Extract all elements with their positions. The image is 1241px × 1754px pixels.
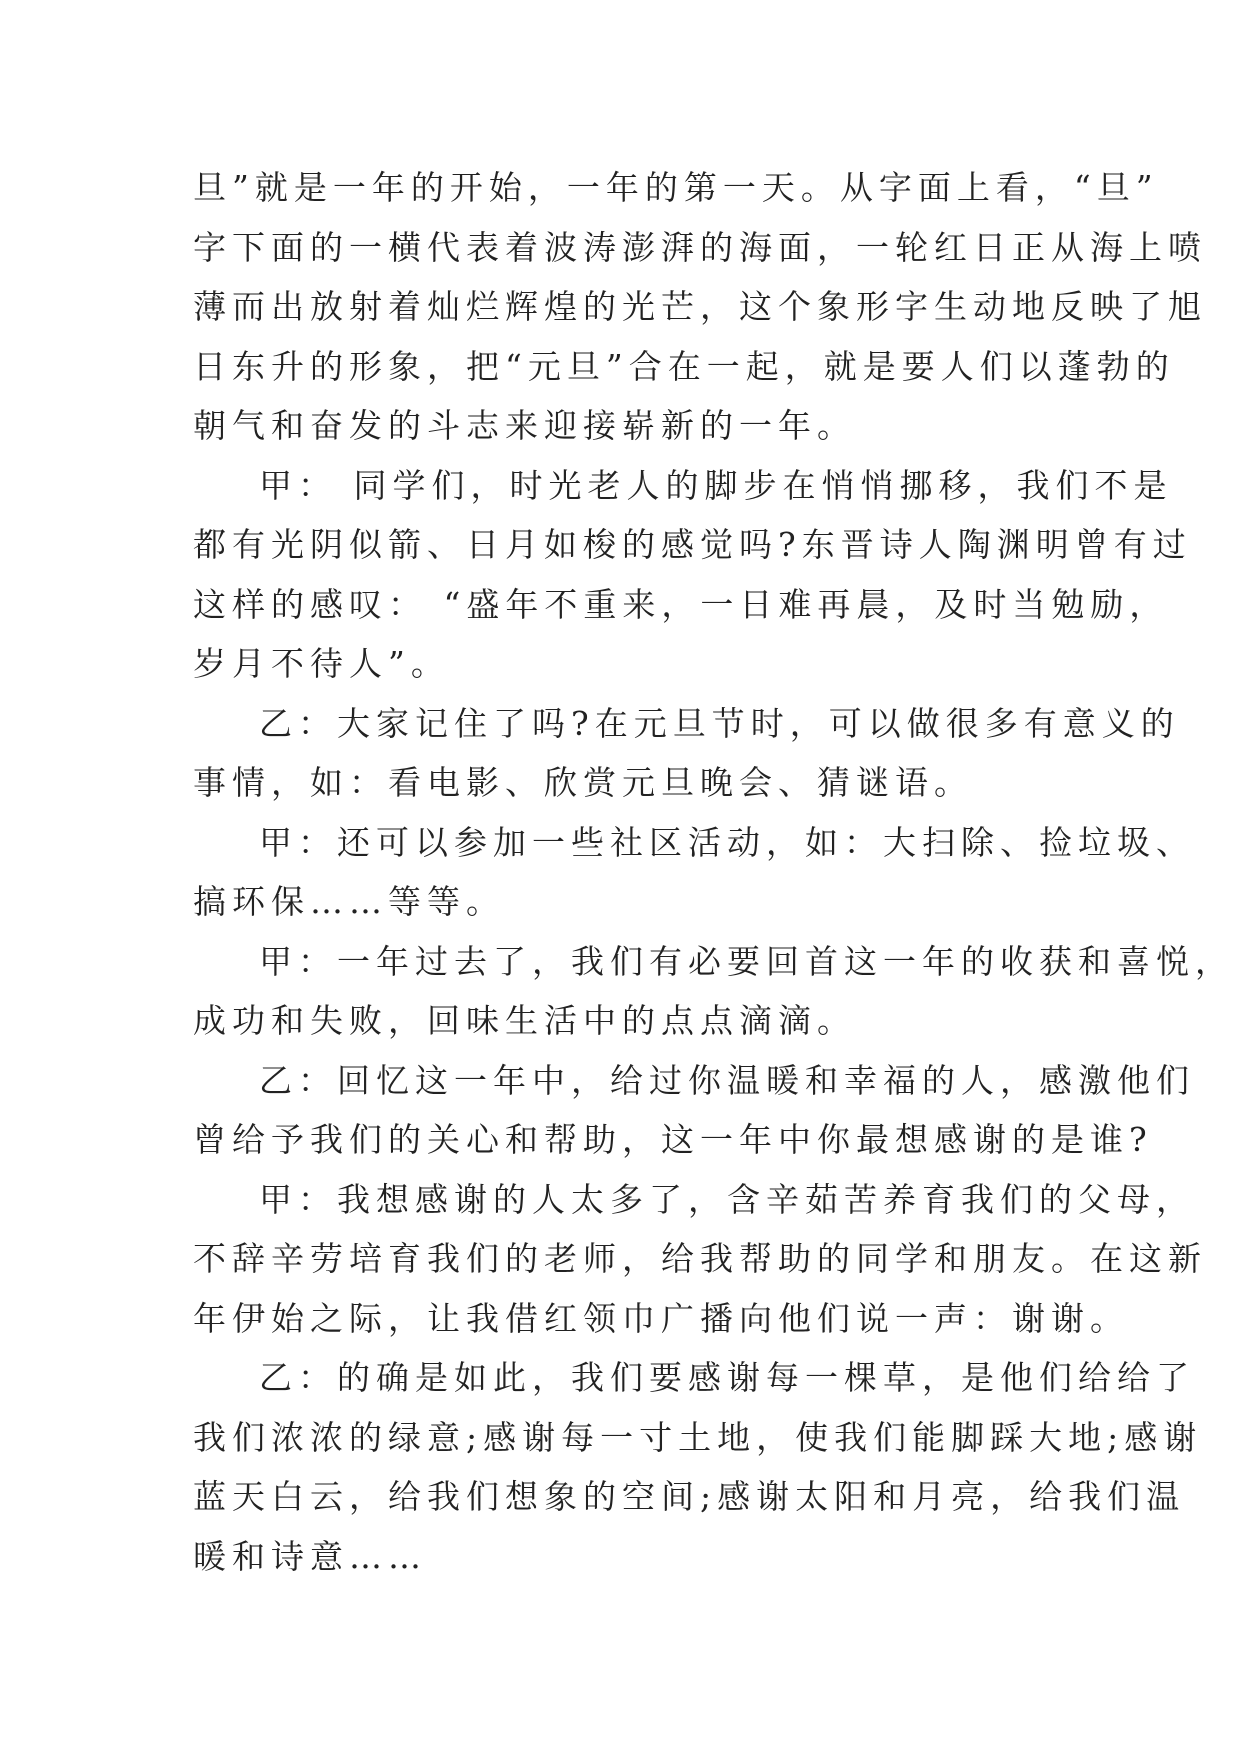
document-body (193, 158, 1234, 1586)
text-line: 甲： 同学们，时光老人的脚步在悄悄挪移，我们不是 (259, 465, 1173, 505)
text-line: 不辞辛劳培育我们的老师，给我帮助的同学和朋友。在这新 (193, 1239, 1207, 1278)
text-line: 乙：大家记住了吗?在元旦节时，可以做很多有意义的 (259, 703, 1180, 743)
text-line: 甲：我想感谢的人太多了，含辛茹苦养育我们的父母， (259, 1179, 1195, 1219)
text-line: 搞环保……等等。 (193, 882, 505, 921)
text-line: 蓝天白云，给我们想象的空间;感谢太阳和月亮，给我们温 (193, 1477, 1186, 1516)
text-line: 朝气和奋发的斗志来迎接崭新的一年。 (193, 406, 856, 445)
text-line: 暖和诗意…… (193, 1536, 427, 1576)
text-line: 薄而出放射着灿烂辉煌的光芒，这个象形字生动地反映了旭 (193, 287, 1207, 326)
text-line: 日东升的形象，把“元旦”合在一起，就是要人们以蓬勃的 (193, 346, 1175, 386)
text-line: 这样的感叹： “盛年不重来，一日难再晨，及时当勉励， (193, 584, 1169, 624)
text-line: 成功和失败，回味生活中的点点滴滴。 (193, 1001, 856, 1040)
text-line: 甲：还可以参加一些社区活动，如：大扫除、捡垃圾、 (259, 822, 1195, 862)
text-line: 事情，如：看电影、欣赏元旦晚会、猜谜语。 (193, 763, 973, 802)
text-line: 曾给予我们的关心和帮助，这一年中你最想感谢的是谁? (193, 1120, 1153, 1159)
text-line: 我们浓浓的绿意;感谢每一寸土地，使我们能脚踩大地;感谢 (193, 1417, 1203, 1457)
text-line: 字下面的一横代表着波涛澎湃的海面，一轮红日正从海上喷 (193, 227, 1207, 267)
text-line: 岁月不待人”。 (193, 644, 450, 683)
text-line: 年伊始之际，让我借红领巾广播向他们说一声：谢谢。 (193, 1298, 1129, 1338)
text-line: 都有光阴似箭、日月如梭的感觉吗?东晋诗人陶渊明曾有过 (193, 525, 1192, 564)
text-line: 乙：回忆这一年中，给过你温暖和幸福的人，感激他们 (259, 1060, 1195, 1100)
text-line: 乙：的确是如此，我们要感谢每一棵草，是他们给给了 (259, 1358, 1195, 1397)
text-line: 甲：一年过去了，我们有必要回首这一年的收获和喜悦， (259, 941, 1234, 981)
text-line: 旦”就是一年的开始，一年的第一天。从字面上看，“旦” (193, 168, 1159, 207)
